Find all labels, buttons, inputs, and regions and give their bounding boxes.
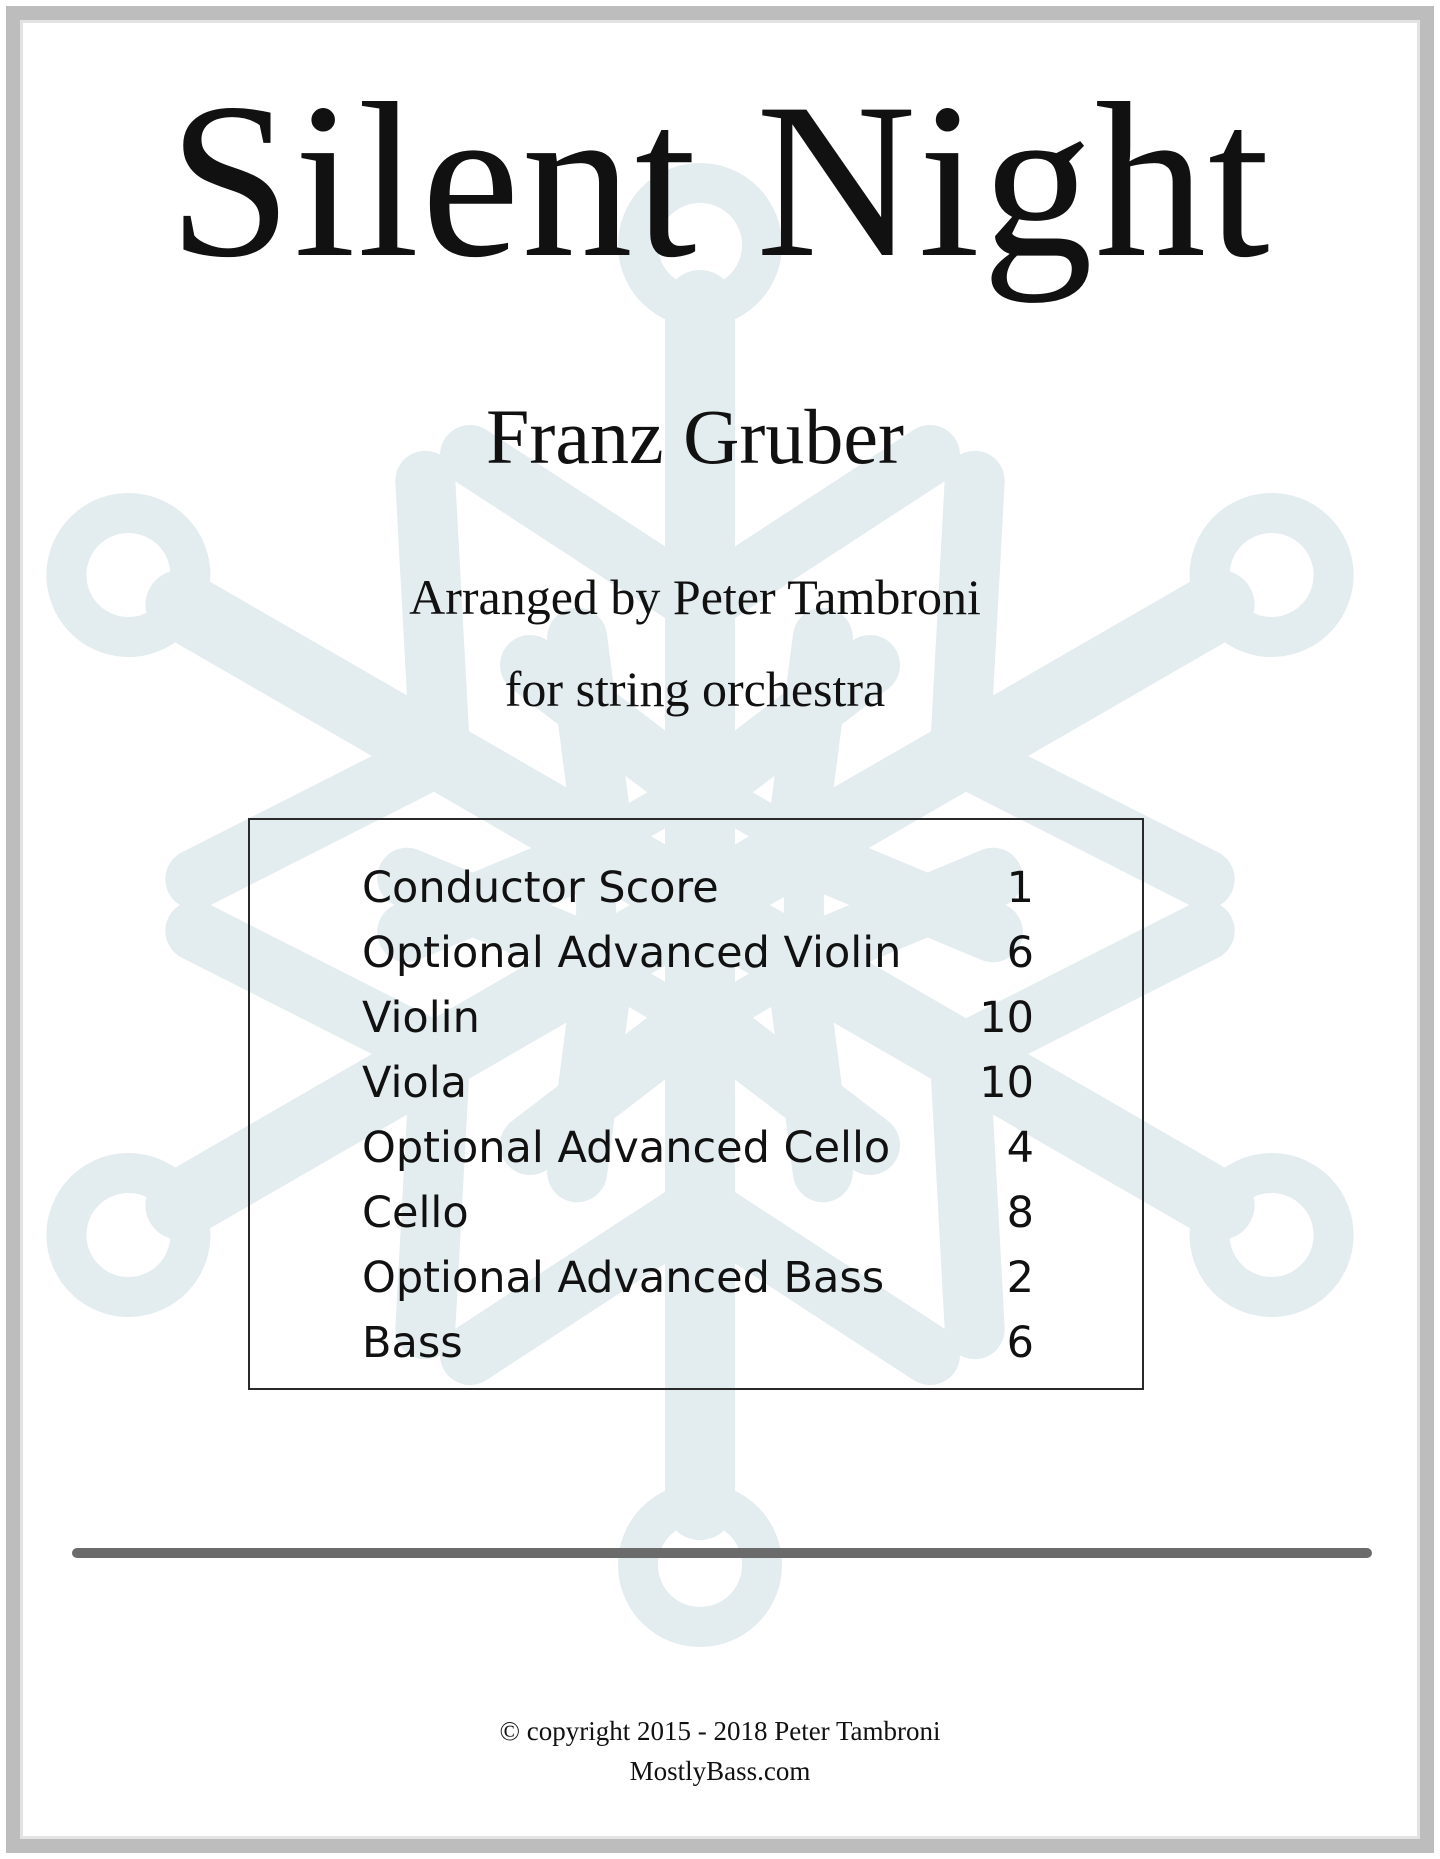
copyright-notice: © copyright 2015 - 2018 Peter Tambroni xyxy=(499,1716,941,1746)
part-name: Optional Advanced Bass xyxy=(362,1253,885,1303)
part-row xyxy=(362,1116,1034,1181)
part-row xyxy=(362,856,1034,921)
part-name: Optional Advanced Violin xyxy=(362,928,902,978)
arranger-credit: Arranged by Peter Tambroni xyxy=(409,569,981,625)
instrumentation-note: for string orchestra xyxy=(504,661,886,717)
part-count: 10 xyxy=(979,1058,1034,1108)
part-count: 1 xyxy=(1006,863,1034,913)
part-row xyxy=(362,1181,1034,1246)
part-name: Violin xyxy=(362,993,480,1043)
part-name: Viola xyxy=(362,1058,468,1108)
part-row xyxy=(362,1311,1034,1376)
website-link[interactable]: MostlyBass.com xyxy=(629,1756,811,1786)
part-count: 4 xyxy=(1006,1123,1034,1173)
parts-list-box xyxy=(248,818,1144,1390)
part-name: Optional Advanced Cello xyxy=(362,1123,891,1173)
part-row xyxy=(362,1246,1034,1311)
page-title: Silent Night xyxy=(168,58,1272,304)
part-row xyxy=(362,921,1034,986)
part-count: 10 xyxy=(979,993,1034,1043)
part-name: Cello xyxy=(362,1188,469,1238)
part-name: Bass xyxy=(362,1318,463,1368)
part-count: 6 xyxy=(1006,1318,1034,1368)
part-count: 6 xyxy=(1006,928,1034,978)
part-row xyxy=(362,1051,1034,1116)
part-count: 8 xyxy=(1006,1188,1034,1238)
part-row xyxy=(362,986,1034,1051)
divider-line xyxy=(72,1548,1372,1558)
composer-name: Franz Gruber xyxy=(486,393,904,480)
part-name: Conductor Score xyxy=(362,863,719,913)
parts-list xyxy=(362,856,1034,1376)
part-count: 2 xyxy=(1006,1253,1034,1303)
